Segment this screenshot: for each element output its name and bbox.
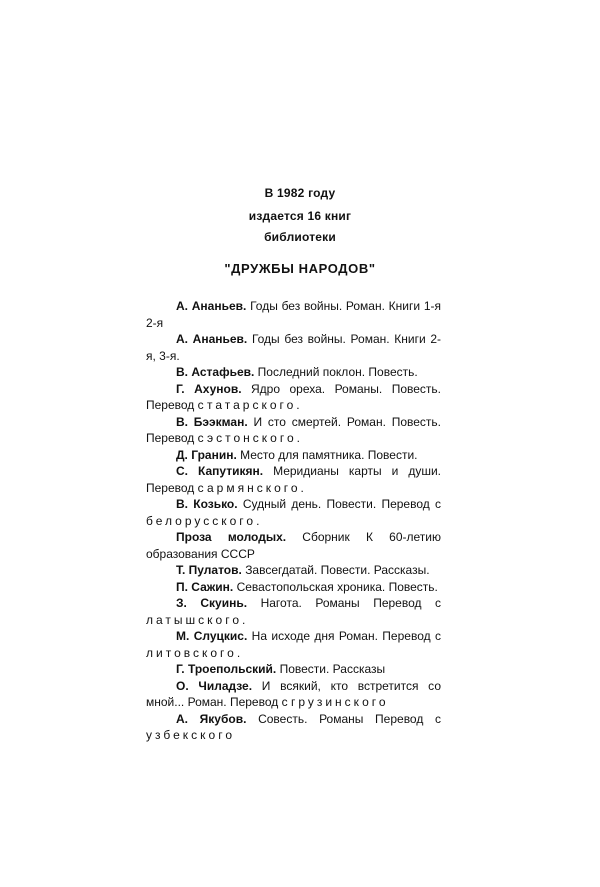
translation-language: грузинского: [290, 695, 389, 709]
author-name: А. Ананьев.: [176, 332, 248, 346]
book-description: Нагота. Романы Перевод с: [260, 596, 442, 610]
list-item: [146, 562, 441, 579]
author-name: А. Якубов.: [176, 711, 247, 726]
author-name: С. Капутикян.: [176, 464, 264, 478]
translation-language: армянского.: [206, 480, 307, 495]
book-list: [146, 298, 441, 744]
series-title: "ДРУЖБЫ НАРОДОВ": [224, 261, 376, 276]
book-description: Совесть. Романы Перевод с: [258, 711, 441, 726]
author-name: Г. Ахунов.: [176, 381, 242, 396]
header-count: издается 16 книг: [248, 209, 352, 223]
header-library: библиотеки: [264, 230, 336, 244]
list-item: [146, 579, 441, 596]
list-item: [146, 298, 441, 331]
author-name: П. Сажин.: [176, 579, 234, 594]
translation-language: татарского.: [206, 398, 303, 412]
book-description: Повести. Рассказы: [279, 662, 386, 676]
book-description: Ядро ореха. Романы. Повесть. Перевод с: [146, 381, 441, 412]
author-name: В. Бээкман.: [176, 414, 248, 429]
header-year: В 1982 году: [264, 186, 336, 200]
author-name: Т. Пулатов.: [176, 563, 242, 577]
translation-language: латышского.: [146, 612, 249, 627]
list-item: [146, 463, 441, 496]
translation-language: узбекского: [146, 728, 236, 742]
translation-language: белорусского.: [146, 513, 263, 528]
book-description: Сборник К 60-летию образования СССР: [146, 530, 441, 561]
author-name: В. Астафьев.: [176, 365, 255, 379]
list-item: [146, 364, 441, 381]
book-description: Годы без войны. Роман. Книги 2-я, 3-я.: [146, 332, 441, 363]
translation-language: эстонского.: [206, 431, 303, 445]
author-name: М. Слуцкис.: [176, 629, 248, 643]
author-name: Д. Гранин.: [176, 447, 237, 462]
book-description: На исходе дня Роман. Перевод с: [251, 629, 441, 643]
list-item: [146, 496, 441, 529]
book-description: Годы без войны. Роман. Книги 1-я 2-я: [146, 299, 441, 330]
book-description: Место для памятника. Повести.: [240, 447, 418, 462]
list-item: [146, 447, 441, 464]
author-name: З. Скуинь.: [176, 596, 248, 610]
book-description: Завсегдатай. Повести. Рассказы.: [245, 563, 430, 577]
list-item: [146, 529, 441, 562]
list-item: [146, 595, 441, 628]
author-name: Проза молодых.: [176, 530, 287, 544]
book-description: Последний поклон. Повесть.: [257, 365, 418, 379]
author-name: Г. Троепольский.: [176, 662, 277, 676]
list-item: [146, 628, 441, 661]
author-name: В. Козько.: [176, 497, 238, 511]
list-item: [146, 711, 441, 744]
book-description: Севастопольская хроника. Повесть.: [236, 579, 438, 594]
list-item: [146, 678, 441, 711]
list-item: [146, 381, 441, 414]
list-item: [146, 331, 441, 364]
list-item: [146, 414, 441, 447]
book-description: И сто смертей. Роман. Повесть. Перевод с: [146, 414, 441, 445]
book-description: Судный день. Повести. Перевод с: [242, 497, 441, 511]
book-description: Меридианы карты и души. Перевод с: [146, 464, 441, 495]
book-description: И всякий, кто встретится со мной... Роман. Перевод с: [146, 678, 441, 709]
list-item: [146, 661, 441, 678]
author-name: О. Чиладзе.: [176, 678, 253, 693]
author-name: А. Ананьев.: [176, 299, 247, 313]
translation-language: литовского.: [146, 645, 244, 660]
